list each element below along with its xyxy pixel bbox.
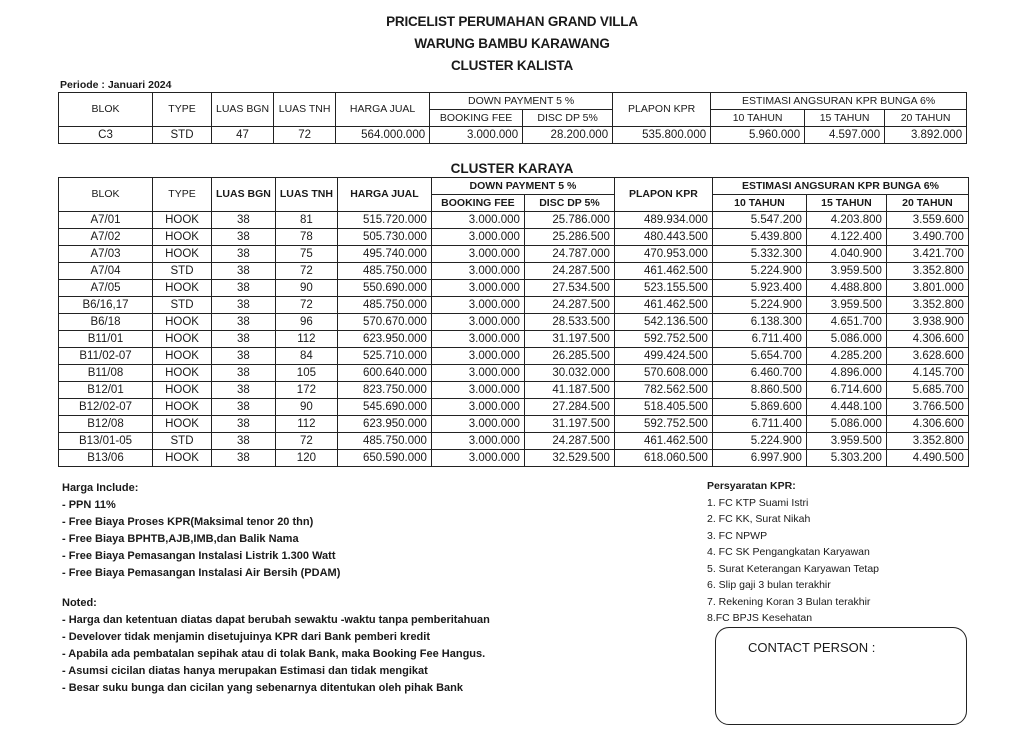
cell-disc-dp: 32.529.500 bbox=[524, 450, 614, 467]
table-row bbox=[59, 382, 969, 399]
col-header-blok: BLOK bbox=[59, 93, 153, 127]
col-header-estimasi: ESTIMASI ANGSURAN KPR BUNGA 6% bbox=[712, 178, 968, 195]
col-header-type: TYPE bbox=[153, 178, 212, 212]
cell-t20: 3.892.000 bbox=[885, 127, 967, 144]
cell-t10: 6.997.900 bbox=[712, 450, 806, 467]
cell-plapon-kpr: 570.608.000 bbox=[614, 365, 712, 382]
cell-t20: 4.306.600 bbox=[886, 331, 968, 348]
cell-disc-dp: 24.287.500 bbox=[524, 263, 614, 280]
cell-type: HOOK bbox=[153, 348, 212, 365]
kpr-requirement-item: 6. Slip gaji 3 bulan terakhir bbox=[707, 579, 831, 591]
cell-disc-dp: 31.197.500 bbox=[524, 416, 614, 433]
table-row bbox=[59, 314, 969, 331]
cell-t15: 5.086.000 bbox=[806, 416, 886, 433]
include-item: - Free Biaya BPHTB,AJB,IMB,dan Balik Nama bbox=[62, 533, 299, 545]
cell-luas-bgn: 38 bbox=[212, 365, 276, 382]
cell-disc-dp: 24.787.000 bbox=[524, 246, 614, 263]
cell-type: HOOK bbox=[153, 280, 212, 297]
cell-disc-dp: 41.187.500 bbox=[524, 382, 614, 399]
kpr-requirement-item: 7. Rekening Koran 3 Bulan terakhir bbox=[707, 595, 871, 608]
cell-t20: 5.685.700 bbox=[886, 382, 968, 399]
cell-t10: 6.138.300 bbox=[712, 314, 806, 331]
col-header-blok: BLOK bbox=[59, 178, 153, 212]
cell-t15: 6.714.600 bbox=[806, 382, 886, 399]
cell-t20: 3.352.800 bbox=[886, 433, 968, 450]
include-item: - PPN 11% bbox=[62, 499, 116, 511]
note-item: - Apabila ada pembatalan sepihak atau di tolak Bank, maka Booking Fee Hangus. bbox=[62, 648, 486, 660]
cell-type: HOOK bbox=[153, 229, 212, 246]
table-row bbox=[59, 229, 969, 246]
cell-t20: 4.490.500 bbox=[886, 450, 968, 467]
cell-type: STD bbox=[153, 127, 212, 144]
cell-plapon-kpr: 461.462.500 bbox=[614, 297, 712, 314]
cell-t20: 3.490.700 bbox=[886, 229, 968, 246]
harga-include-section bbox=[62, 480, 340, 582]
cell-harga-jual: 550.690.000 bbox=[337, 280, 431, 297]
col-header-harga-jual: HARGA JUAL bbox=[336, 93, 430, 127]
cell-plapon-kpr: 461.462.500 bbox=[614, 263, 712, 280]
col-header-20-tahun: 20 TAHUN bbox=[885, 110, 967, 127]
cell-t10: 5.923.400 bbox=[712, 280, 806, 297]
cell-t15: 4.122.400 bbox=[806, 229, 886, 246]
cell-t20: 3.421.700 bbox=[886, 246, 968, 263]
cell-booking-fee: 3.000.000 bbox=[431, 246, 524, 263]
cell-type: HOOK bbox=[153, 382, 212, 399]
cell-t15: 4.896.000 bbox=[806, 365, 886, 382]
cell-booking-fee: 3.000.000 bbox=[431, 331, 524, 348]
cell-plapon-kpr: 470.953.000 bbox=[614, 246, 712, 263]
cell-plapon-kpr: 489.934.000 bbox=[614, 212, 712, 229]
cell-t15: 4.285.200 bbox=[806, 348, 886, 365]
cell-disc-dp: 25.786.000 bbox=[524, 212, 614, 229]
cell-booking-fee: 3.000.000 bbox=[431, 450, 524, 467]
cell-luas-tnh: 81 bbox=[275, 212, 337, 229]
cell-booking-fee: 3.000.000 bbox=[431, 433, 524, 450]
cell-disc-dp: 26.285.500 bbox=[524, 348, 614, 365]
cell-luas-tnh: 112 bbox=[275, 331, 337, 348]
cell-t10: 8.860.500 bbox=[712, 382, 806, 399]
cell-t20: 3.352.800 bbox=[886, 263, 968, 280]
cell-plapon-kpr: 592.752.500 bbox=[614, 416, 712, 433]
cell-blok: A7/05 bbox=[59, 280, 153, 297]
kpr-requirement-item: 3. FC NPWP bbox=[707, 529, 768, 542]
cell-disc-dp: 27.534.500 bbox=[524, 280, 614, 297]
cell-t10: 5.224.900 bbox=[712, 297, 806, 314]
cell-luas-bgn: 38 bbox=[212, 331, 276, 348]
notes-heading: Noted: bbox=[62, 597, 97, 609]
cell-t15: 5.086.000 bbox=[806, 331, 886, 348]
cell-booking-fee: 3.000.000 bbox=[431, 416, 524, 433]
cell-disc-dp: 24.287.500 bbox=[524, 433, 614, 450]
include-item: - Free Biaya Pemasangan Instalasi Listrik 1.300 Watt bbox=[62, 550, 336, 562]
col-header-10-tahun: 10 TAHUN bbox=[711, 110, 805, 127]
cell-t15: 4.651.700 bbox=[806, 314, 886, 331]
table-row bbox=[59, 297, 969, 314]
cell-t10: 5.224.900 bbox=[712, 433, 806, 450]
cell-t15: 4.448.100 bbox=[806, 399, 886, 416]
cell-blok: B11/08 bbox=[59, 365, 153, 382]
cell-disc-dp: 25.286.500 bbox=[524, 229, 614, 246]
cell-plapon-kpr: 461.462.500 bbox=[614, 433, 712, 450]
table-row bbox=[59, 280, 969, 297]
note-item: - Besar suku bunga dan cicilan yang sebenarnya ditentukan oleh pihak Bank bbox=[62, 682, 463, 694]
col-header-luas-bgn: LUAS BGN bbox=[212, 178, 276, 212]
kpr-requirement-item: 8.FC BPJS Kesehatan bbox=[707, 612, 813, 624]
cell-booking-fee: 3.000.000 bbox=[431, 399, 524, 416]
cell-t15: 3.959.500 bbox=[806, 263, 886, 280]
cell-luas-bgn: 38 bbox=[212, 348, 276, 365]
cell-disc-dp: 28.533.500 bbox=[524, 314, 614, 331]
cell-blok: B11/01 bbox=[59, 331, 153, 348]
col-header-disc-dp: DISC DP 5% bbox=[523, 110, 613, 127]
cell-harga-jual: 485.750.000 bbox=[337, 263, 431, 280]
table-row bbox=[59, 450, 969, 467]
cell-type: HOOK bbox=[153, 365, 212, 382]
cell-blok: B13/06 bbox=[59, 450, 153, 467]
document-subtitle-location: WARUNG BAMBU KARAWANG bbox=[414, 36, 610, 51]
col-header-20-tahun: 20 TAHUN bbox=[886, 195, 968, 212]
kpr-requirements-section bbox=[707, 478, 879, 627]
cell-blok: B6/18 bbox=[59, 314, 153, 331]
cluster-karaya-title: CLUSTER KARAYA bbox=[450, 161, 574, 176]
cell-luas-tnh: 84 bbox=[275, 348, 337, 365]
cell-type: HOOK bbox=[153, 212, 212, 229]
table-row bbox=[59, 348, 969, 365]
cell-type: HOOK bbox=[153, 450, 212, 467]
kpr-requirement-item: 2. FC KK, Surat Nikah bbox=[707, 513, 811, 525]
cell-luas-tnh: 72 bbox=[274, 127, 336, 144]
cell-luas-bgn: 38 bbox=[212, 416, 276, 433]
cell-harga-jual: 570.670.000 bbox=[337, 314, 431, 331]
cell-luas-tnh: 105 bbox=[275, 365, 337, 382]
cell-plapon-kpr: 480.443.500 bbox=[614, 229, 712, 246]
kpr-requirement-item: 1. FC KTP Suami Istri bbox=[707, 496, 809, 509]
cell-t10: 6.460.700 bbox=[712, 365, 806, 382]
cell-plapon-kpr: 523.155.500 bbox=[614, 280, 712, 297]
col-header-10-tahun: 10 TAHUN bbox=[712, 195, 806, 212]
cell-t15: 4.597.000 bbox=[805, 127, 885, 144]
cell-booking-fee: 3.000.000 bbox=[431, 263, 524, 280]
cell-type: HOOK bbox=[153, 416, 212, 433]
contact-person-box bbox=[715, 627, 967, 725]
notes-section bbox=[62, 595, 490, 697]
cell-harga-jual: 564.000.000 bbox=[336, 127, 430, 144]
cell-booking-fee: 3.000.000 bbox=[430, 127, 523, 144]
cell-t15: 4.040.900 bbox=[806, 246, 886, 263]
cell-t20: 4.306.600 bbox=[886, 416, 968, 433]
cluster-kalista-title: CLUSTER KALISTA bbox=[451, 58, 573, 73]
cell-harga-jual: 485.750.000 bbox=[337, 297, 431, 314]
cell-harga-jual: 495.740.000 bbox=[337, 246, 431, 263]
cell-luas-tnh: 75 bbox=[275, 246, 337, 263]
cell-plapon-kpr: 499.424.500 bbox=[614, 348, 712, 365]
cell-luas-tnh: 72 bbox=[275, 433, 337, 450]
cell-t20: 4.145.700 bbox=[886, 365, 968, 382]
cell-harga-jual: 525.710.000 bbox=[337, 348, 431, 365]
cell-luas-bgn: 38 bbox=[212, 433, 276, 450]
cell-luas-tnh: 96 bbox=[275, 314, 337, 331]
cell-luas-bgn: 38 bbox=[212, 246, 276, 263]
cell-plapon-kpr: 542.136.500 bbox=[614, 314, 712, 331]
cell-t15: 4.203.800 bbox=[806, 212, 886, 229]
kpr-requirements-heading: Persyaratan KPR: bbox=[707, 480, 796, 492]
cell-luas-tnh: 72 bbox=[275, 263, 337, 280]
kpr-requirement-item: 5. Surat Keterangan Karyawan Tetap bbox=[707, 562, 880, 575]
cell-t10: 6.711.400 bbox=[712, 331, 806, 348]
cell-t20: 3.352.800 bbox=[886, 297, 968, 314]
cell-blok: A7/01 bbox=[59, 212, 153, 229]
contact-person-label: CONTACT PERSON : bbox=[748, 640, 876, 655]
cell-t20: 3.801.000 bbox=[886, 280, 968, 297]
cell-plapon-kpr: 618.060.500 bbox=[614, 450, 712, 467]
cell-type: HOOK bbox=[153, 399, 212, 416]
cell-luas-tnh: 78 bbox=[275, 229, 337, 246]
cell-blok: A7/04 bbox=[59, 263, 153, 280]
cell-harga-jual: 505.730.000 bbox=[337, 229, 431, 246]
cell-t15: 4.488.800 bbox=[806, 280, 886, 297]
table-row bbox=[59, 212, 969, 229]
cell-harga-jual: 515.720.000 bbox=[337, 212, 431, 229]
cell-booking-fee: 3.000.000 bbox=[431, 297, 524, 314]
col-header-booking-fee: BOOKING FEE bbox=[431, 195, 524, 212]
cell-harga-jual: 823.750.000 bbox=[337, 382, 431, 399]
cell-blok: A7/03 bbox=[59, 246, 153, 263]
cell-harga-jual: 650.590.000 bbox=[337, 450, 431, 467]
cell-type: STD bbox=[153, 433, 212, 450]
cell-disc-dp: 24.287.500 bbox=[524, 297, 614, 314]
cell-luas-bgn: 38 bbox=[212, 314, 276, 331]
col-header-down-payment: DOWN PAYMENT 5 % bbox=[431, 178, 614, 195]
cell-type: HOOK bbox=[153, 331, 212, 348]
cell-t10: 5.960.000 bbox=[711, 127, 805, 144]
cell-luas-tnh: 112 bbox=[275, 416, 337, 433]
cell-booking-fee: 3.000.000 bbox=[431, 314, 524, 331]
cell-disc-dp: 28.200.000 bbox=[523, 127, 613, 144]
cell-t20: 3.766.500 bbox=[886, 399, 968, 416]
cell-t10: 5.654.700 bbox=[712, 348, 806, 365]
col-header-luas-bgn: LUAS BGN bbox=[212, 93, 274, 127]
cell-luas-bgn: 47 bbox=[212, 127, 274, 144]
table-row bbox=[59, 263, 969, 280]
include-item: - Free Biaya Pemasangan Instalasi Air Bersih (PDAM) bbox=[62, 567, 341, 579]
cell-luas-bgn: 38 bbox=[212, 399, 276, 416]
table-row bbox=[59, 416, 969, 433]
col-header-type: TYPE bbox=[153, 93, 212, 127]
cell-luas-bgn: 38 bbox=[212, 297, 276, 314]
cell-harga-jual: 623.950.000 bbox=[337, 331, 431, 348]
cell-booking-fee: 3.000.000 bbox=[431, 280, 524, 297]
cell-luas-bgn: 38 bbox=[212, 229, 276, 246]
table-row bbox=[59, 246, 969, 263]
cell-plapon-kpr: 782.562.500 bbox=[614, 382, 712, 399]
cell-plapon-kpr: 535.800.000 bbox=[613, 127, 711, 144]
cell-blok: B13/01-05 bbox=[59, 433, 153, 450]
cell-harga-jual: 600.640.000 bbox=[337, 365, 431, 382]
periode-label: Periode : Januari 2024 bbox=[60, 79, 172, 91]
cell-t15: 5.303.200 bbox=[806, 450, 886, 467]
karaya-price-table bbox=[58, 177, 969, 467]
cell-t20: 3.559.600 bbox=[886, 212, 968, 229]
cell-t15: 3.959.500 bbox=[806, 297, 886, 314]
col-header-plapon-kpr: PLAPON KPR bbox=[613, 93, 711, 127]
note-item: - Asumsi cicilan diatas hanya merupakan Estimasi dan tidak mengikat bbox=[62, 665, 428, 677]
cell-booking-fee: 3.000.000 bbox=[431, 365, 524, 382]
cell-booking-fee: 3.000.000 bbox=[431, 348, 524, 365]
col-header-booking-fee: BOOKING FEE bbox=[430, 110, 523, 127]
document-title: PRICELIST PERUMAHAN GRAND VILLA bbox=[386, 14, 638, 29]
cell-booking-fee: 3.000.000 bbox=[431, 229, 524, 246]
cell-disc-dp: 27.284.500 bbox=[524, 399, 614, 416]
cell-t10: 5.224.900 bbox=[712, 263, 806, 280]
cell-blok: C3 bbox=[59, 127, 153, 144]
cell-luas-bgn: 38 bbox=[212, 382, 276, 399]
col-header-down-payment: DOWN PAYMENT 5 % bbox=[430, 93, 613, 110]
cell-t10: 5.869.600 bbox=[712, 399, 806, 416]
table-row bbox=[59, 433, 969, 450]
cell-booking-fee: 3.000.000 bbox=[431, 212, 524, 229]
cell-t10: 6.711.400 bbox=[712, 416, 806, 433]
col-header-estimasi: ESTIMASI ANGSURAN KPR BUNGA 6% bbox=[711, 93, 967, 110]
cell-blok: A7/02 bbox=[59, 229, 153, 246]
harga-include-heading: Harga Include: bbox=[62, 482, 139, 494]
cell-type: STD bbox=[153, 297, 212, 314]
cell-blok: B6/16,17 bbox=[59, 297, 153, 314]
cell-luas-bgn: 38 bbox=[212, 212, 276, 229]
cell-harga-jual: 545.690.000 bbox=[337, 399, 431, 416]
col-header-harga-jual: HARGA JUAL bbox=[337, 178, 431, 212]
col-header-luas-tnh: LUAS TNH bbox=[275, 178, 337, 212]
cell-type: HOOK bbox=[153, 246, 212, 263]
cell-blok: B11/02-07 bbox=[59, 348, 153, 365]
cell-type: STD bbox=[153, 263, 212, 280]
cell-luas-tnh: 120 bbox=[275, 450, 337, 467]
cell-t10: 5.439.800 bbox=[712, 229, 806, 246]
cell-t15: 3.959.500 bbox=[806, 433, 886, 450]
kpr-requirement-item: 4. FC SK Pengangkatan Karyawan bbox=[707, 546, 870, 558]
cell-blok: B12/08 bbox=[59, 416, 153, 433]
cell-harga-jual: 485.750.000 bbox=[337, 433, 431, 450]
cell-t20: 3.938.900 bbox=[886, 314, 968, 331]
cell-plapon-kpr: 592.752.500 bbox=[614, 331, 712, 348]
table-row bbox=[59, 127, 967, 144]
cell-t10: 5.332.300 bbox=[712, 246, 806, 263]
cell-t20: 3.628.600 bbox=[886, 348, 968, 365]
cell-luas-tnh: 172 bbox=[275, 382, 337, 399]
kalista-price-table bbox=[58, 92, 967, 144]
cell-luas-bgn: 38 bbox=[212, 263, 276, 280]
table-row bbox=[59, 399, 969, 416]
cell-disc-dp: 31.197.500 bbox=[524, 331, 614, 348]
note-item: - Harga dan ketentuan diatas dapat berubah sewaktu -waktu tanpa pemberitahuan bbox=[62, 614, 490, 626]
cell-type: HOOK bbox=[153, 314, 212, 331]
cell-plapon-kpr: 518.405.500 bbox=[614, 399, 712, 416]
cell-blok: B12/02-07 bbox=[59, 399, 153, 416]
cell-luas-tnh: 72 bbox=[275, 297, 337, 314]
table-row bbox=[59, 365, 969, 382]
cell-luas-bgn: 38 bbox=[212, 450, 276, 467]
include-item: - Free Biaya Proses KPR(Maksimal tenor 20 thn) bbox=[62, 516, 314, 528]
note-item: - Develover tidak menjamin disetujuinya KPR dari Bank pemberi kredit bbox=[62, 631, 431, 643]
col-header-15-tahun: 15 TAHUN bbox=[805, 110, 885, 127]
cell-booking-fee: 3.000.000 bbox=[431, 382, 524, 399]
cell-blok: B12/01 bbox=[59, 382, 153, 399]
col-header-luas-tnh: LUAS TNH bbox=[274, 93, 336, 127]
cell-harga-jual: 623.950.000 bbox=[337, 416, 431, 433]
cell-luas-tnh: 90 bbox=[275, 280, 337, 297]
cell-disc-dp: 30.032.000 bbox=[524, 365, 614, 382]
cell-luas-bgn: 38 bbox=[212, 280, 276, 297]
table-row bbox=[59, 331, 969, 348]
col-header-disc-dp: DISC DP 5% bbox=[524, 195, 614, 212]
col-header-plapon-kpr: PLAPON KPR bbox=[614, 178, 712, 212]
cell-t10: 5.547.200 bbox=[712, 212, 806, 229]
col-header-15-tahun: 15 TAHUN bbox=[806, 195, 886, 212]
cell-luas-tnh: 90 bbox=[275, 399, 337, 416]
